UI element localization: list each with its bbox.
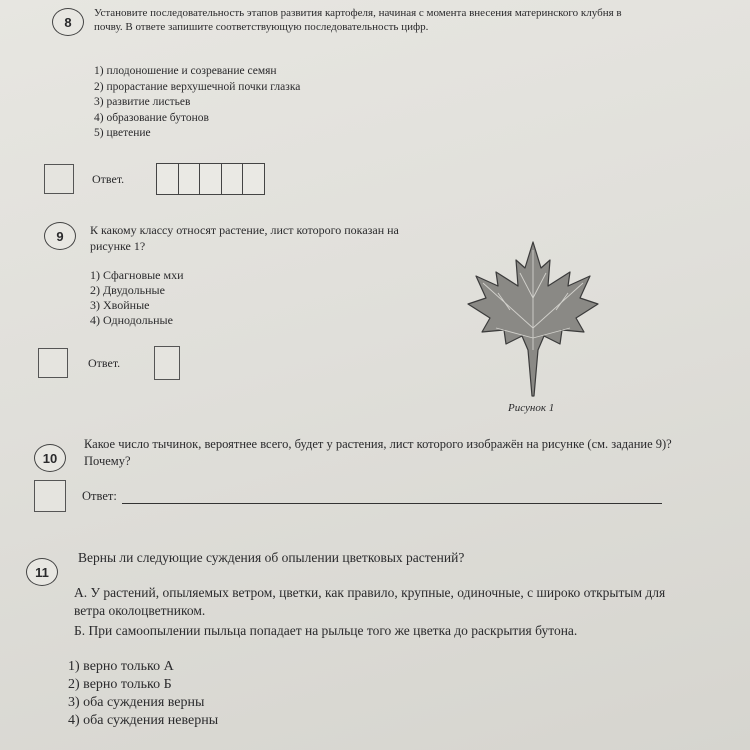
question-9-options <box>90 268 184 328</box>
q8-score-box[interactable] <box>44 164 74 194</box>
q8-answer-cell[interactable] <box>221 163 244 195</box>
q11-option-3: 3) оба суждения верны <box>68 695 205 710</box>
q8-option-1: 1) плодоношение и созревание семян <box>94 65 277 77</box>
question-11-text: Верны ли следующие суждения об опылении цветковых растений? <box>78 550 465 565</box>
q11-statement-b: Б. При самоопылении пыльца попадает на рыльце того же цветка до раскрытия бутона. <box>74 623 578 638</box>
q10-answer-line[interactable] <box>122 503 662 504</box>
q11-statement-a: А. У растений, опыляемых ветром, цветки, как правило, крупные, одиночные, с широко открытым для ветра околоцветником. <box>74 585 666 618</box>
q8-answer-cell[interactable] <box>156 163 179 195</box>
question-8-text: Установите последовательность этапов развития картофеля, начиная с момента внесения материнского клубня в почву. В ответе запишите соответствующую последовательность цифр. <box>94 7 622 33</box>
q11-option-2: 2) верно только Б <box>68 677 172 692</box>
q9-answer-cell[interactable] <box>154 346 180 380</box>
q11-option-4: 4) оба суждения неверны <box>68 713 219 728</box>
question-11-options <box>68 658 218 730</box>
q8-option-5: 5) цветение <box>94 127 151 139</box>
q10-answer-label: Ответ: <box>82 489 117 503</box>
q8-answer-cell[interactable] <box>178 163 201 195</box>
q9-option-4: 4) Однодольные <box>90 313 173 327</box>
q8-answer-cell[interactable] <box>242 163 265 195</box>
question-9-text: К какому классу относят растение, лист которого показан на рисунке 1? <box>90 223 399 253</box>
q9-option-1: 1) Сфагновые мхи <box>90 268 184 282</box>
q9-answer-label: Ответ. <box>88 356 121 370</box>
q8-option-2: 2) прорастание верхушечной почки глазка <box>94 80 301 93</box>
maple-leaf-image <box>458 238 608 400</box>
q9-option-2: 2) Двудольные <box>90 283 165 297</box>
figure-caption: Рисунок 1 <box>508 402 555 414</box>
q8-answer-cells <box>156 163 264 195</box>
question-9-number: 9 <box>44 222 76 250</box>
q8-option-3: 3) развитие листьев <box>94 96 191 108</box>
question-8-number: 8 <box>52 8 84 36</box>
question-10-text: Какое число тычинок, вероятнее всего, будет у растения, лист которого изображён на рисунке (см. задание 9)? Почему? <box>84 437 672 468</box>
q10-score-box[interactable] <box>34 480 66 512</box>
q8-answer-label: Ответ. <box>92 172 125 186</box>
q9-option-3: 3) Хвойные <box>90 298 150 312</box>
question-11-number: 11 <box>26 558 58 586</box>
q11-option-1: 1) верно только А <box>68 659 174 674</box>
q8-answer-cell[interactable] <box>199 163 222 195</box>
question-10-number: 10 <box>34 444 66 472</box>
q8-option-4: 4) образование бутонов <box>94 111 209 124</box>
q9-score-box[interactable] <box>38 348 68 378</box>
question-8-options <box>94 64 300 142</box>
